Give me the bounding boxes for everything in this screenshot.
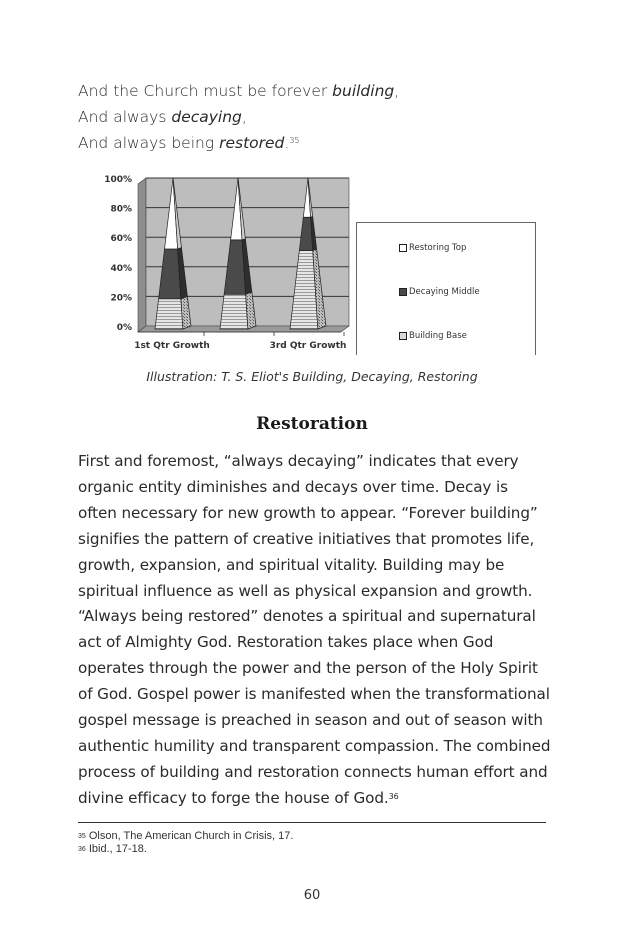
footnote-divider xyxy=(78,822,546,823)
poem-line: And the Church must be forever building, xyxy=(78,82,400,100)
legend-swatch-icon xyxy=(399,288,407,296)
text-line: signifies the pattern of creative initiatives that promotes life, xyxy=(78,529,535,548)
svg-text:40%: 40% xyxy=(110,263,132,274)
legend-item xyxy=(399,331,467,341)
body-paragraph xyxy=(78,449,551,812)
text-line: often necessary for new growth to appear. “Forever building” xyxy=(78,503,538,522)
svg-text:0%: 0% xyxy=(116,323,132,333)
svg-text:20%: 20% xyxy=(110,293,132,304)
chart-legend xyxy=(356,222,536,355)
text-line: operates through the power and the person of the Holy Spirit xyxy=(78,659,538,678)
legend-swatch-icon xyxy=(399,332,407,340)
text-line: First and foremost, “always decaying” indicates that every xyxy=(78,452,519,470)
legend-label: Building Base xyxy=(409,331,467,341)
footnotes xyxy=(78,830,293,856)
text-line: growth, expansion, and spiritual vitality. Building may be xyxy=(78,555,505,574)
legend-item xyxy=(399,287,480,297)
legend-label: Decaying Middle xyxy=(409,287,480,297)
footnote-ref[interactable]: 35 xyxy=(289,136,300,145)
section-heading: Restoration xyxy=(256,414,368,434)
svg-text:100%: 100% xyxy=(104,175,132,185)
svg-text:1st Qtr Growth: 1st Qtr Growth xyxy=(134,341,210,351)
text-line: of God. Gospel power is manifested when the transformational xyxy=(78,685,550,704)
poem-epigraph xyxy=(78,78,399,156)
legend-item xyxy=(399,243,466,253)
footnote-item: $^{36}$ Ibid., 17-18. xyxy=(78,843,147,855)
text-line: authentic humility and transparent compassion. The combined xyxy=(78,736,551,755)
text-line: act of Almighty God. Restoration takes place when God xyxy=(78,633,494,652)
legend-swatch-icon xyxy=(399,244,407,252)
svg-text:80%: 80% xyxy=(110,204,132,215)
text-line: process of building and restoration connects human effort and xyxy=(78,762,548,781)
figure-caption: Illustration: T. S. Eliot's Building, Decaying, Restoring xyxy=(146,369,478,384)
text-line: “Always being restored” denotes a spiritual and supernatural xyxy=(78,607,536,626)
svg-text:60%: 60% xyxy=(110,234,132,245)
text-line: divine efficacy to forge the house of God.$^{36}$ xyxy=(78,788,399,807)
text-line: spiritual influence as well as physical expansion and growth. xyxy=(78,581,533,600)
poem-line: And always being restored.$^{35}$ xyxy=(78,134,300,152)
text-line: gospel message is preached in season and out of season with xyxy=(78,711,543,730)
poem-line: And always decaying, xyxy=(78,108,247,126)
legend-label: Restoring Top xyxy=(409,243,467,253)
pyramid-chart xyxy=(94,170,534,360)
svg-text:3rd Qtr Growth: 3rd Qtr Growth xyxy=(269,341,347,351)
footnote-item: $^{35}$ Olson, The American Church in Crisis, 17. xyxy=(78,830,294,842)
text-line: organic entity diminishes and decays over time. Decay is xyxy=(78,477,508,496)
page-number: 60 xyxy=(303,888,321,903)
footnote-ref[interactable]: 36 xyxy=(388,791,399,801)
